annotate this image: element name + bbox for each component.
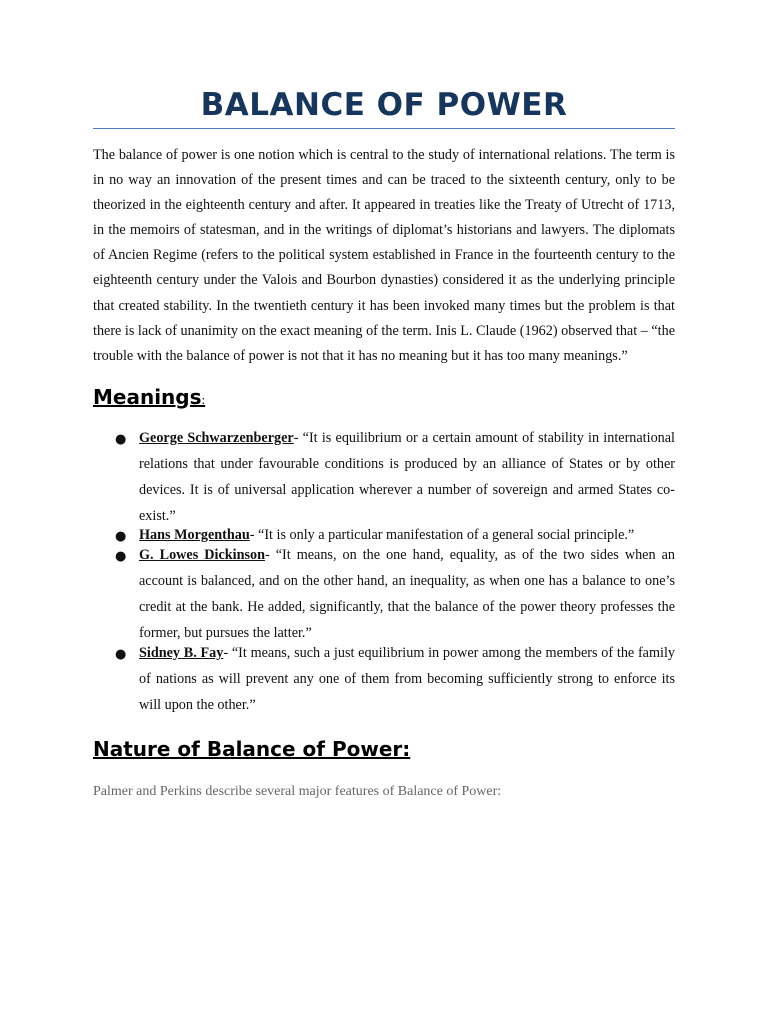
author-name: G. Lowes Dickinson xyxy=(139,547,265,564)
document-page xyxy=(93,80,675,800)
list-item xyxy=(93,641,675,719)
definition-text: - “It means, such a just equilibrium in power among the members of the family of nations as will prevent any one of them from becoming sufficiently strong to enforce its will upon the other.” xyxy=(139,645,675,713)
nature-heading: Nature of Balance of Power: xyxy=(93,736,411,761)
document-title: BALANCE OF POWER xyxy=(200,87,568,123)
bullet-icon: ● xyxy=(115,529,127,545)
intro-paragraph: The balance of power is one notion which is central to the study of international relations. The term is in no way an innovation of the present times and can be traced to the sixteenth century, only to be theorized in the eighteenth century and after. It appeared in treaties like the Treaty of Utrecht of 1713, in the memoirs of statesman, and in the writings of diplomat’s historians and lawyers. The diplomats of Ancien Regime (refers to the political system established in France in the fourteenth century to the eighteenth century under the Valois and Bourbon dynasties) considered it as the underlying principle that created stability. In the twentieth century it has been invoked many times but the problem is that there is lack of unanimity on the exact meaning of the term. Inis L. Claude (1962) observed that – “the trouble with the balance of power is not that it has no meaning but it has too many meanings.” xyxy=(93,147,675,364)
definition-text: - “It means, on the one hand, equality, as of the two sides when an account is balanced, and on the other hand, an inequality, as when one has a balance to one’s credit at the bank. He added, significantly, that the balance of the power theory professes the former, but pursues the latter.” xyxy=(139,547,675,642)
meanings-heading xyxy=(93,382,675,412)
author-name: George Schwarzenberger xyxy=(139,429,294,446)
bullet-icon: ● xyxy=(115,647,127,662)
definition-text: - “It is only a particular manifestation of a general social principle.” xyxy=(249,527,635,544)
bullet-icon: ● xyxy=(115,549,127,565)
palmer-perkins-paragraph: Palmer and Perkins describe several major features of Balance of Power: xyxy=(93,783,502,799)
bullet-icon: ● xyxy=(115,431,127,447)
author-name: Hans Morgenthau xyxy=(139,527,250,544)
meanings-heading-colon: : xyxy=(201,391,206,407)
meanings-heading-label: Meanings xyxy=(93,384,202,409)
author-name: Sidney B. Fay xyxy=(139,645,224,661)
title-underline-rule xyxy=(93,128,675,129)
list-item xyxy=(93,543,675,647)
list-item xyxy=(93,426,675,530)
definition-text: - “It is equilibrium or a certain amount of stability in international relations that under favourable conditions is produced by an alliance of States or by other devices. It is of universal application wherever a number of sovereign and armed States co-exist.” xyxy=(139,429,675,524)
meanings-list xyxy=(93,426,675,719)
